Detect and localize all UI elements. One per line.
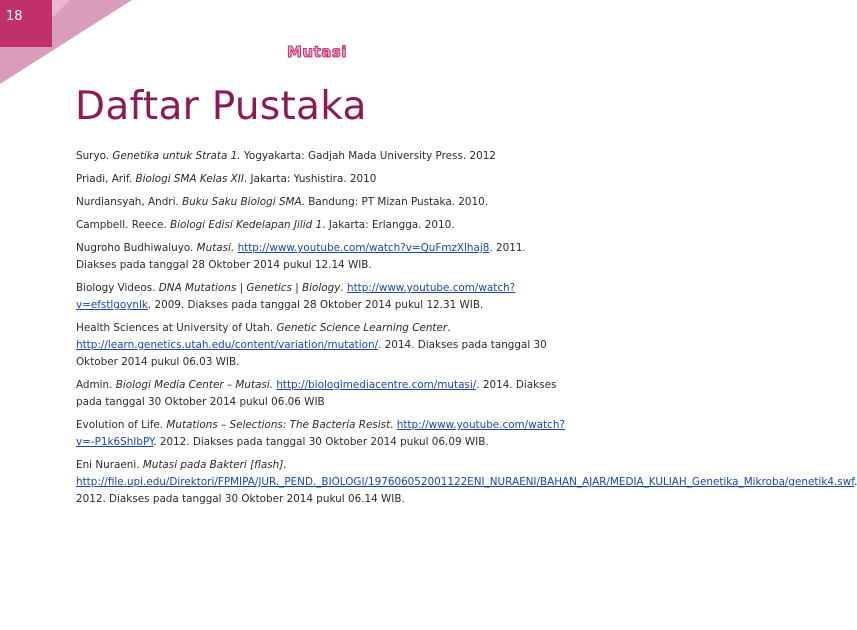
reference-item: [76, 417, 568, 451]
ref-title: Buku Saku Biologi SMA: [182, 196, 302, 208]
ref-title: Biologi Media Center – Mutasi.: [115, 379, 274, 391]
page-number: 18: [6, 9, 23, 24]
ref-author: Health Sciences at University of Utah.: [76, 322, 277, 334]
ref-title: Biologi Edisi Kedelapan Jilid 1: [169, 219, 323, 231]
ref-author: Biology Videos.: [76, 282, 159, 294]
ref-link[interactable]: http://biologimediacentre.com/mutasi/: [276, 379, 477, 391]
reference-item: [76, 171, 568, 188]
ref-title: Genetic Science Learning Center: [276, 322, 448, 334]
ref-link[interactable]: http://www.youtube.com/watch?v=efstlgoynlk: [76, 282, 516, 311]
ref-details: 2012. Diakses pada tanggal 30 Oktober 2014 pukul 06.14 WIB.: [76, 493, 405, 505]
reference-item: [76, 217, 568, 234]
ref-author: Priadi, Arif.: [76, 173, 136, 185]
ref-details: . 2014. Diakses pada tanggal 30 Oktober 2014 pukul 06.06 WIB: [76, 379, 557, 408]
ref-title: Mutations – Selections: The Bacteria Resist: [166, 419, 391, 431]
ref-link[interactable]: http://learn.genetics.utah.edu/content/variation/mutation/: [76, 339, 379, 351]
ref-title: Mutasi.: [196, 242, 235, 254]
ref-author: Suryo.: [76, 150, 113, 162]
ref-author: Evolution of Life.: [76, 419, 167, 431]
ref-title: Biologi SMA Kelas XII: [135, 173, 244, 185]
ref-separator: .: [447, 322, 451, 334]
ref-separator: . Jakarta: Erlangga. 2010.: [322, 219, 455, 231]
ref-link[interactable]: http://file.upi.edu/Direktori/FPMIPA/JUR._PEND._BIOLOGI/197606052001122ENI_NURAENI/BAHAN_AJAR/MEDIA_KULIAH_Genetika_Mikroba/genetik4.swf: [76, 476, 855, 488]
ref-author: Eni Nuraeni.: [76, 459, 143, 471]
ref-separator: . Bandung: PT Mizan Pustaka. 2010.: [301, 196, 489, 208]
ref-author: Nurdiansyah, Andri.: [76, 196, 183, 208]
ref-author: Nugroho Budhiwaluyo.: [76, 242, 197, 254]
ref-author: Admin.: [76, 379, 116, 391]
ref-link[interactable]: http://www.youtube.com/watch?v=-P1k6ShIbPY: [76, 419, 565, 448]
reference-item: [76, 377, 568, 411]
ref-title: DNA Mutations | Genetics | Biology: [158, 282, 341, 294]
ref-separator: . Jakarta: Yushistira. 2010: [243, 173, 377, 185]
page-title: Daftar Pustaka: [75, 84, 367, 129]
reference-item: [76, 240, 568, 274]
ref-details: . 2011. Diakses pada tanggal 28 Oktober 2014 pukul 12.14 WIB.: [76, 242, 526, 271]
ref-separator: .: [390, 419, 397, 431]
brand-logo-text: Mutasi: [287, 43, 347, 61]
ref-separator: Yogyakarta: Gadjah Mada University Press. 2012: [240, 150, 496, 162]
ref-details: . 2012. Diakses pada tanggal 30 Oktober 2014 pukul 06.09 WIB.: [153, 436, 489, 448]
reference-item: [76, 280, 568, 314]
ref-details: . 2014. Diakses pada tanggal 30 Oktober 2014 pukul 06.03 WIB.: [76, 339, 547, 368]
ref-link[interactable]: http://www.youtube.com/watch?v=QuFmzXlhaj8: [237, 242, 490, 254]
ref-separator: .: [283, 459, 287, 471]
ref-title: Mutasi pada Bakteri [flash]: [142, 459, 284, 471]
ref-separator: .: [340, 282, 347, 294]
ref-author: Campbell. Reece.: [76, 219, 170, 231]
reference-item: [76, 320, 568, 371]
reference-item: [76, 194, 568, 211]
ref-details: . 2009. Diakses pada tanggal 28 Oktober 2014 pukul 12.31 WIB.: [147, 299, 484, 311]
ref-title: Genetika untuk Strata 1.: [112, 150, 241, 162]
reference-item: [76, 457, 855, 508]
reference-item: [76, 148, 568, 165]
reference-list: [76, 148, 855, 514]
